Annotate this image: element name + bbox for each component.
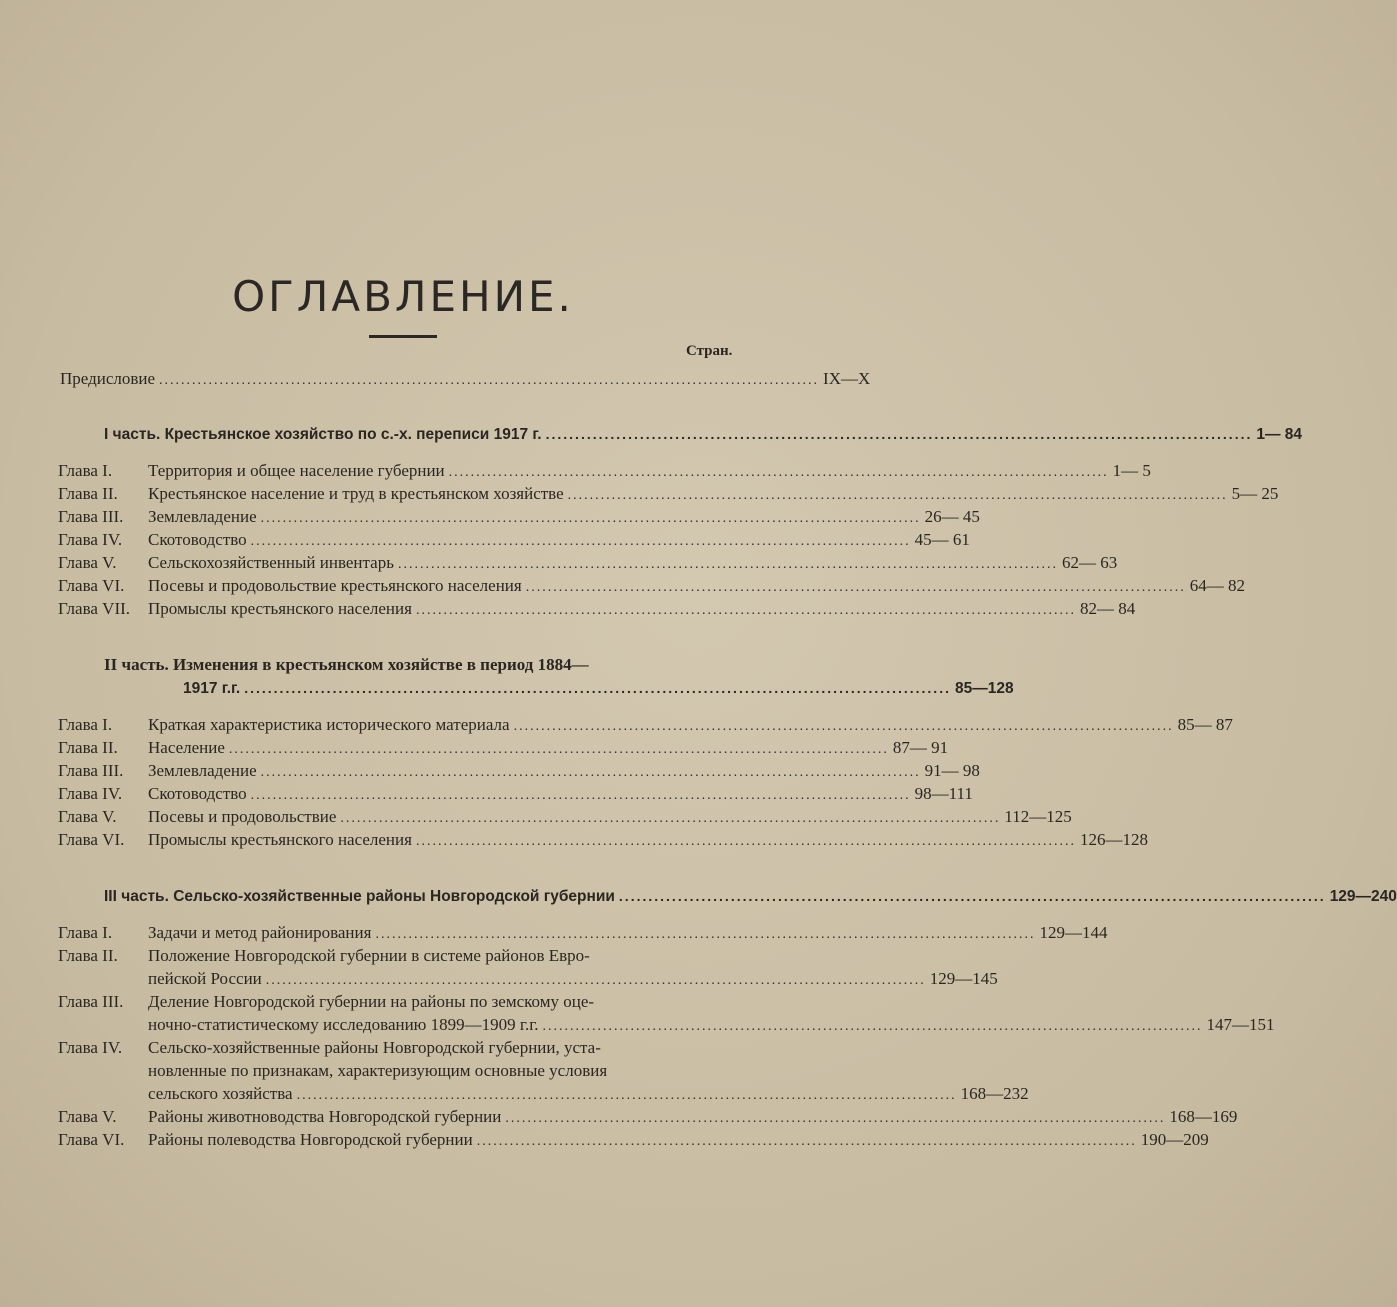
chapter-label: Глава I.: [58, 923, 113, 942]
toc-chapter[interactable]: [148, 1014, 1275, 1038]
chapter-pages: 45— 61: [914, 530, 970, 549]
toc-chapter[interactable]: [58, 737, 949, 761]
chapter-pages: 129—144: [1039, 923, 1108, 942]
toc-chapter[interactable]: [58, 783, 973, 807]
chapter-label: Глава II.: [58, 484, 118, 503]
chapter-title: Промыслы крестьянского населения: [148, 599, 412, 618]
toc-chapter[interactable]: [58, 506, 980, 530]
part-pages: 129—240: [1329, 888, 1397, 905]
part-pages: 85—128: [954, 680, 1014, 697]
chapter-label: Глава IV.: [58, 784, 123, 803]
toc-chapter[interactable]: [58, 598, 1136, 622]
chapter-title: Крестьянское население и труд в крестьянском хозяйстве: [148, 484, 564, 503]
dot-leader: ........................................................................................................................: [265, 973, 926, 988]
title-underline: [369, 335, 437, 338]
chapter-title: Территория и общее население губернии: [148, 461, 445, 480]
toc-chapter[interactable]: [58, 714, 1233, 738]
chapter-label: Глава II.: [58, 738, 118, 757]
part-title: 1917 г.г.: [183, 680, 241, 697]
dot-leader: ........................................................................................................................: [260, 765, 921, 780]
toc-entry-preface[interactable]: [60, 368, 871, 392]
toc-chapter[interactable]: [58, 575, 1245, 599]
part-title: I часть. Крестьянское хозяйство по с.-х. переписи 1917 г.: [104, 426, 542, 443]
chapter-title: Районы полеводства Новгородской губернии: [148, 1130, 473, 1149]
toc-chapter[interactable]: [58, 1129, 1209, 1153]
dot-leader: ........................................................................................................................: [567, 488, 1228, 503]
chapter-label: Глава VI.: [58, 1130, 125, 1149]
toc-part-2-line1[interactable]: II часть. Изменения в крестьянском хозяйстве в период 1884—: [104, 655, 589, 674]
chapter-label: Глава III.: [58, 992, 124, 1011]
dot-leader: ........................................................................................................................: [228, 742, 889, 757]
dot-leader: ........................................................................................................................: [340, 811, 1001, 826]
toc-chapter[interactable]: [148, 968, 998, 992]
chapter-pages: 62— 63: [1061, 553, 1118, 572]
chapter-label: Глава IV.: [58, 1038, 123, 1057]
entry-title: Предисловие: [60, 369, 156, 388]
chapter-title: Промыслы крестьянского населения: [148, 830, 412, 849]
toc-chapter[interactable]: [58, 460, 1151, 484]
chapter-label: Глава VII.: [58, 599, 131, 618]
dot-leader: ........................................................................................................................: [260, 511, 921, 526]
chapter-pages: 112—125: [1004, 807, 1072, 826]
chapter-title-line1[interactable]: Сельско-хозяйственные районы Новгородской губернии, уста-: [148, 1038, 601, 1057]
chapter-label: Глава II.: [58, 946, 118, 965]
dot-leader: ........................................................................................................................: [542, 1019, 1203, 1034]
chapter-pages: 1— 5: [1112, 461, 1151, 480]
toc-chapter[interactable]: [58, 922, 1108, 946]
chapter-title-line1[interactable]: Деление Новгородской губернии на районы по земскому оце-: [148, 992, 595, 1011]
chapter-title-line2: пейской России: [148, 969, 262, 988]
chapter-pages: 190—209: [1140, 1130, 1209, 1149]
toc-chapter[interactable]: [58, 552, 1118, 576]
toc-part-2[interactable]: [183, 677, 1014, 700]
chapter-label: Глава III.: [58, 761, 124, 780]
chapter-title: Задачи и метод районирования: [148, 923, 372, 942]
toc-part-1[interactable]: [104, 423, 1303, 446]
chapter-label: Глава III.: [58, 507, 124, 526]
chapter-title: Скотоводство: [148, 530, 247, 549]
toc-part-3[interactable]: [104, 885, 1397, 908]
dot-leader: ........................................................................................................................: [415, 834, 1076, 849]
chapter-pages: 91— 98: [924, 761, 980, 780]
toc-chapter[interactable]: [58, 760, 980, 784]
dot-leader: ........................................................................................................................: [525, 580, 1186, 595]
dot-leader: ........................................................................................................................: [505, 1111, 1166, 1126]
dot-leader: ........................................................................................................................: [618, 888, 1326, 904]
toc-chapter[interactable]: [58, 483, 1279, 507]
chapter-pages: 82— 84: [1079, 599, 1136, 618]
chapter-title-line2: ночно-статистическому исследованию 1899—1909 г.г.: [148, 1015, 539, 1034]
dot-leader: ........................................................................................................................: [375, 927, 1036, 942]
chapter-label: Глава V.: [58, 553, 117, 572]
chapter-pages: 147—151: [1206, 1015, 1275, 1034]
page-title: ОГЛАВЛЕНИЕ.: [232, 272, 574, 321]
dot-leader: ........................................................................................................................: [545, 426, 1253, 442]
chapter-pages: 26— 45: [924, 507, 980, 526]
toc-chapter[interactable]: [58, 529, 970, 553]
dot-leader: ........................................................................................................................: [244, 680, 951, 696]
toc-chapter[interactable]: [148, 1083, 1029, 1107]
chapter-label: Глава V.: [58, 1107, 117, 1126]
dot-leader: ........................................................................................................................: [250, 534, 911, 549]
chapter-pages: 126—128: [1079, 830, 1148, 849]
chapter-title: Землевладение: [148, 761, 257, 780]
dot-leader: ........................................................................................................................: [397, 557, 1058, 572]
chapter-label: Глава I.: [58, 715, 113, 734]
chapter-title-line2[interactable]: новленные по признакам, характеризующим основные условия: [148, 1061, 608, 1080]
chapter-label: Глава I.: [58, 461, 113, 480]
toc-chapter[interactable]: [58, 806, 1072, 830]
chapter-title-line3: сельского хозяйства: [148, 1084, 293, 1103]
chapter-title-line1[interactable]: Положение Новгородской губернии в системе районов Евро-: [148, 946, 590, 965]
entry-pages: IX—X: [823, 369, 871, 388]
chapter-title: Землевладение: [148, 507, 257, 526]
dot-leader: ........................................................................................................................: [476, 1134, 1137, 1149]
chapter-title: Сельскохозяйственный инвентарь: [148, 553, 394, 572]
chapter-label: Глава VI.: [58, 830, 125, 849]
chapter-pages: 87— 91: [892, 738, 949, 757]
chapter-title: Скотоводство: [148, 784, 247, 803]
chapter-title: Посевы и продовольствие крестьянского населения: [148, 576, 522, 595]
dot-leader: ........................................................................................................................: [159, 373, 820, 388]
chapter-pages: 5— 25: [1231, 484, 1279, 503]
part-title: III часть. Сельско-хозяйственные районы Новгородской губернии: [104, 888, 615, 905]
chapter-title: Районы животноводства Новгородской губернии: [148, 1107, 502, 1126]
chapter-pages: 64— 82: [1189, 576, 1245, 595]
chapter-label: Глава VI.: [58, 576, 125, 595]
part-pages: 1— 84: [1256, 426, 1303, 443]
chapter-pages: 98—111: [914, 784, 973, 803]
chapter-label: Глава V.: [58, 807, 117, 826]
chapter-pages: 129—145: [929, 969, 998, 988]
page-column-header: Стран.: [686, 343, 733, 359]
chapter-title: Население: [148, 738, 225, 757]
chapter-label: Глава IV.: [58, 530, 123, 549]
chapter-pages: 85— 87: [1177, 715, 1233, 734]
dot-leader: ........................................................................................................................: [250, 788, 911, 803]
toc-chapter[interactable]: [58, 829, 1148, 853]
dot-leader: ........................................................................................................................: [415, 603, 1076, 618]
dot-leader: ........................................................................................................................: [296, 1088, 957, 1103]
dot-leader: ........................................................................................................................: [448, 465, 1109, 480]
chapter-pages: 168—169: [1169, 1107, 1238, 1126]
chapter-title: Посевы и продовольствие: [148, 807, 337, 826]
toc-chapter[interactable]: [58, 1106, 1238, 1130]
chapter-pages: 168—232: [960, 1084, 1029, 1103]
chapter-title: Краткая характеристика исторического материала: [148, 715, 510, 734]
dot-leader: ........................................................................................................................: [513, 719, 1174, 734]
